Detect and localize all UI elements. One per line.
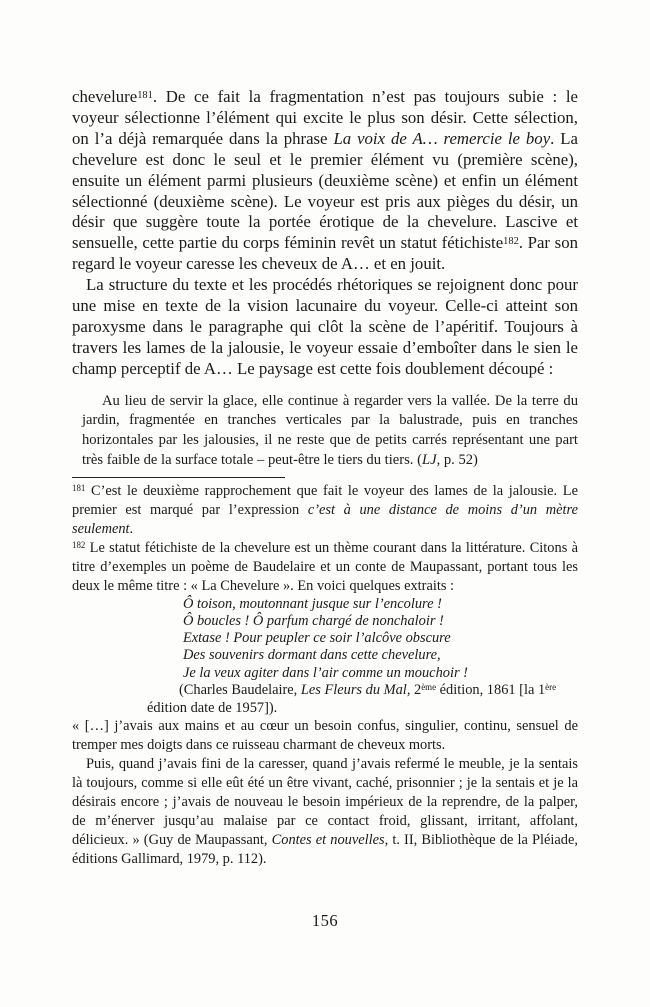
- text-run: , 2: [406, 681, 422, 698]
- verse-line: Ô toison, moutonnant jusque sur l’encolure !: [183, 595, 442, 612]
- maupassant-quote-continuation: [72, 755, 578, 869]
- footnote-181: [72, 482, 578, 539]
- block-quote: [82, 392, 578, 471]
- page-body: [72, 87, 578, 869]
- footnote-182-intro: [72, 539, 578, 596]
- text-run: , t. II, Bibliothèque de la Pléiade, éditions Gallimard, 1979, p. 112).: [72, 832, 578, 868]
- text-run: C’est le deuxième rapprochement que fait le voyeur des lames de la jalousie. Le premier est marqué par l’expression: [72, 482, 578, 518]
- verse-line: Extase ! Pour peupler ce soir l’alcôve obscure: [183, 630, 451, 647]
- footnote-marker-182: 182: [72, 540, 86, 551]
- ordinal-superscript: ère: [545, 682, 557, 693]
- text-run: édition, 1861 [la 1: [436, 681, 546, 698]
- footnote-separator: [72, 477, 285, 478]
- text-run: Au lieu de servir la glace, elle continue à regarder vers la vallée. De la terre du jardin, fragmentée en tranches verticales par la balustrade, puis en tranches horizontales par les jalousies, il ne reste que de petits carrés représentant une part très faible de la surface totale – peut-être le tiers du tiers. (: [82, 392, 578, 469]
- text-run: chevelure: [72, 87, 138, 106]
- maupassant-quote-opening: « […] j’avais aux mains et au cœur un besoin confus, singulier, continu, sensuel de tremper mes doigts dans ce ruisseau charmant de cheveux morts.: [72, 718, 578, 754]
- text-run: Le statut fétichiste de la chevelure est un thème courant dans la littérature. Citons à titre d’exemples un poème de Baudelaire et un conte de Maupassant, portant tous les deux le même titre : « La Chevelure ». En voici quelques extraits :: [72, 539, 578, 594]
- text-run: . Par son regard le voyeur caresse les cheveux de A… et en jouit.: [72, 233, 578, 274]
- baudelaire-verse-block: [183, 596, 578, 682]
- footnote-marker-181: 181: [72, 483, 86, 494]
- italic-run: Les Fleurs du Mal: [300, 681, 407, 698]
- body-paragraph-1: [72, 87, 578, 275]
- baudelaire-citation: [147, 682, 578, 718]
- verse-line: Je la veux agiter dans l’air comme un mouchoir !: [183, 664, 468, 681]
- text-run: . De ce fait la fragmentation n’est pas toujours subie : le voyeur sélectionne l’élément qui excite le plus son désir. Cette sélection, on l’a déjà remarquée dans la phrase: [72, 87, 578, 148]
- text-run: , p. 52): [436, 452, 478, 469]
- italic-run: La voix de A… remercie le boy: [333, 128, 551, 148]
- text-run: édition date de 1957]).: [147, 699, 278, 716]
- text-run: .: [129, 520, 134, 537]
- page-number: 156: [311, 911, 339, 930]
- footnote-182: [72, 539, 578, 870]
- verse-line: Ô boucles ! Ô parfum chargé de nonchaloir !: [183, 613, 444, 630]
- body-paragraph-2: La structure du texte et les procédés rhétoriques se rejoignent donc pour une mise en texte de la vision lacunaire du voyeur. Celle-ci atteint son paroxysme dans le paragraphe qui clôt la scène de l’apéritif. Toujours à travers les lames de la jalousie, le voyeur essaie d’emboîter dans le sien le champ perceptif de A… Le paysage est cette fois doublement découpé :: [72, 275, 578, 378]
- verse-line: Des souvenirs dormant dans cette chevelure,: [183, 647, 441, 664]
- text-run: . La chevelure est donc le seul et le premier élément vu (première scène), ensuite un élément parmi plusieurs (deuxième scène) et enfin un élément sélectionné (deuxième scène). Le voyeur est pris aux pièges du désir, un désir que suggère toute la portée érotique de la chevelure. Lascive et sensuelle, cette partie du corps féminin revêt un statut fétichiste: [72, 128, 578, 253]
- text-run: Puis, quand j’avais fini de la caresser, quand j’avais refermé le meuble, je la sentais là toujours, comme si elle eût été un être vivant, caché, prisonnier ; je la sentais et je la désirais encore ; j’avais de nouveau le besoin impérieux de la reprendre, de la palper, de m’énerver jusqu’au malaise par ce contact froid, glissant, irritant, affolant, délicieux. » (Guy de Maupassant,: [72, 756, 578, 849]
- italic-run: LJ: [421, 452, 437, 469]
- ordinal-superscript: ème: [421, 682, 437, 693]
- italic-run: c’est à une distance de moins d’un mètre seulement: [72, 501, 578, 537]
- footnote-ref-181: 181: [137, 89, 153, 101]
- italic-run: Contes et nouvelles: [271, 832, 385, 849]
- footnote-ref-182: 182: [503, 235, 519, 247]
- footnotes-section: [72, 482, 578, 870]
- text-run: (Charles Baudelaire,: [179, 681, 301, 698]
